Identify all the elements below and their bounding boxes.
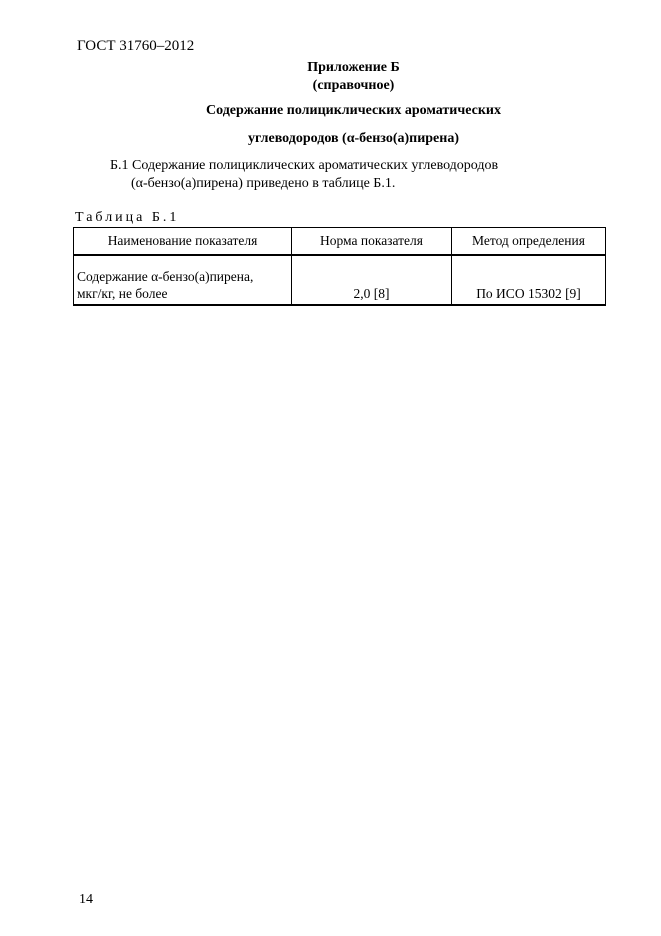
cell-norm: 2,0 [8] <box>292 255 452 305</box>
table-row <box>74 255 606 305</box>
table-caption: Таблица Б.1 <box>75 210 180 225</box>
annex-title: Приложение Б <box>307 60 400 75</box>
section-title-line2: углеводородов (α-бензо(а)пирена) <box>248 131 459 146</box>
indicator-name-line1: Содержание α-бензо(а)пирена, <box>77 269 254 284</box>
column-header-norm: Норма показателя <box>292 228 452 256</box>
paragraph-line2: (α-бензо(а)пирена) приведено в таблице Б.1. <box>131 176 396 191</box>
cell-indicator-name <box>74 255 292 305</box>
page-number: 14 <box>79 892 93 907</box>
cell-method: По ИСО 15302 [9] <box>452 255 606 305</box>
indicator-name-line2: мкг/кг, не более <box>77 286 168 301</box>
paragraph-line1: Б.1 Содержание полициклических ароматических углеводородов <box>110 158 499 173</box>
column-header-name: Наименование показателя <box>74 228 292 256</box>
annex-heading <box>0 59 661 95</box>
standard-code: ГОСТ 31760–2012 <box>77 38 195 54</box>
section-title-line1: Содержание полициклических ароматических <box>205 103 501 118</box>
data-table <box>73 227 606 306</box>
table-header-row <box>74 228 606 256</box>
paragraph-b1 <box>110 157 610 193</box>
annex-subtitle: (справочное) <box>312 78 395 93</box>
column-header-method: Метод определения <box>452 228 606 256</box>
